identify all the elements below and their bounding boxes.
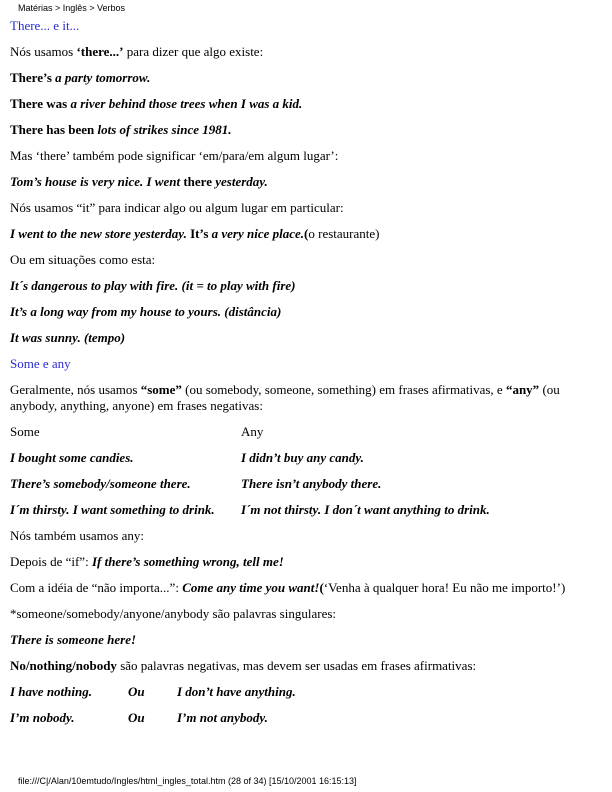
note-doesnt-matter: Com a idéia de “não importa...”: Come any time you want!(‘Venha à qualquer hora! Eu não me importo!’): [10, 580, 566, 595]
note-also-any: Nós também usamos any:: [10, 528, 144, 543]
note-negative-words: No/nothing/nobody são palavras negativas, mas devem ser usadas em frases afirmativas:: [10, 658, 477, 673]
section-title-some-any: Some e any: [10, 356, 71, 371]
note-it: Nós usamos “it” para indicar algo ou algum lugar em particular:: [10, 200, 344, 215]
intro-some-any: Geralmente, nós usamos “some” (ou somebody, someone, something) em frases afirmativas, e “any” (ou anybody, anything, anyone) em frases negativas:: [10, 382, 560, 413]
table-cell-any: I´m not thirsty. I don´t want anything to drink.: [241, 502, 490, 517]
table-row: [10, 476, 602, 492]
list-item: [10, 710, 602, 726]
example-or: Ou: [128, 710, 145, 725]
example-there-was: There was a river behind those trees when I was a kid.: [10, 96, 303, 111]
example-left: I’m nobody.: [10, 710, 75, 725]
note-situations: Ou em situações como esta:: [10, 252, 156, 267]
some-any-table-header: [10, 424, 602, 440]
example-went-there: Tom’s house is very nice. I went there yesterday.: [10, 174, 268, 189]
example-long-way: It’s a long way from my house to yours. (distância): [10, 304, 282, 319]
example-theres: There’s a party tomorrow.: [10, 70, 151, 85]
example-right: I don’t have anything.: [177, 684, 296, 699]
table-cell-some: I bought some candies.: [10, 450, 134, 465]
table-cell-any: There isn’t anybody there.: [241, 476, 382, 491]
note-there-place: Mas ‘there’ também pode significar ‘em/para/em algum lugar’:: [10, 148, 339, 163]
column-header-any: Any: [241, 424, 264, 439]
table-cell-any: I didn’t buy any candy.: [241, 450, 364, 465]
example-someone-here: There is someone here!: [10, 632, 137, 647]
breadcrumb: Matérias > Inglês > Verbos: [18, 3, 126, 13]
example-or: Ou: [128, 684, 145, 699]
note-singular: *someone/somebody/anyone/anybody são palavras singulares:: [10, 606, 337, 621]
example-left: I have nothing.: [10, 684, 92, 699]
table-cell-some: I´m thirsty. I want something to drink.: [10, 502, 215, 517]
example-new-store: I went to the new store yesterday. It’s a very nice place.(o restaurante): [10, 226, 380, 241]
table-row: [10, 450, 602, 466]
example-right: I’m not anybody.: [177, 710, 268, 725]
intro-there: Nós usamos ‘there...’ para dizer que algo existe:: [10, 44, 264, 59]
example-there-has-been: There has been lots of strikes since 1981.: [10, 122, 232, 137]
column-header-some: Some: [10, 424, 40, 439]
section-title-there-it: There... e it...: [10, 18, 80, 33]
list-item: [10, 684, 602, 700]
table-row: [10, 502, 602, 518]
table-cell-some: There’s somebody/someone there.: [10, 476, 191, 491]
example-sunny: It was sunny. (tempo): [10, 330, 126, 345]
note-if: Depois de “if”: If there’s something wrong, tell me!: [10, 554, 284, 569]
file-path-footer: file:///C|/Alan/10emtudo/Ingles/html_ingles_total.htm (28 of 34) [15/10/2001 16:15:13]: [18, 776, 357, 786]
document-body: [10, 18, 602, 736]
example-dangerous: It´s dangerous to play with fire. (it = to play with fire): [10, 278, 296, 293]
